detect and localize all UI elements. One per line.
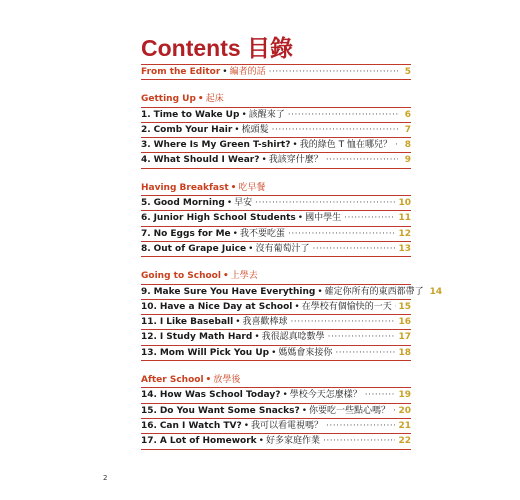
toc-entry[interactable] [141,419,411,433]
toc-entry[interactable] [141,227,411,241]
leader-dots [326,419,395,433]
entry-title-zh: 我很認真唸數學 [261,332,325,343]
toc-entry[interactable] [141,388,411,402]
page-number: 6 [404,109,411,120]
entry-title-en: I Like Baseball [159,317,234,328]
entry-number: 4. [141,155,151,166]
entry-title-en: Make Sure You Have Everything [153,286,316,297]
bullet: • [226,198,233,209]
entry-title-zh: 媽媽會來接你 [278,347,333,358]
page-number: 10 [398,198,411,209]
section-heading [141,269,411,283]
page-number: 7 [404,124,411,135]
section-title-en: Having Breakfast [141,182,229,193]
page-number: 16 [398,317,411,328]
bullet: • [232,228,238,239]
toc-entry[interactable] [141,404,411,418]
leader-dots [288,108,398,122]
entry-title-en: From the Editor [141,67,221,77]
table-of-contents [141,64,443,450]
entry-title-en: Have a Nice Day at School [159,301,293,312]
bullet: • [261,155,267,166]
toc-entry[interactable] [141,315,411,329]
entry-title-zh: 你要吃一些點心嗎？ [309,405,391,416]
bullet: • [317,286,323,297]
entry-number: 1. [141,109,151,120]
section-heading [141,181,411,195]
entry-title-zh: 該醒來了 [248,109,285,120]
page-number: 17 [398,332,411,343]
entry-title-zh: 好多家庭作業 [265,436,320,447]
entry-number: 14. [141,390,157,401]
leader-dots [323,434,396,448]
entry-number: 5. [141,198,151,209]
toc-entry[interactable] [141,153,411,167]
bullet: • [258,436,264,447]
section-title-zh: 上學去 [230,271,258,282]
entry-title-zh: 確定你所有的東西都帶了 [324,286,424,297]
toc-entry[interactable] [141,138,411,152]
toc-entry[interactable] [141,108,411,122]
entry-number: 15. [141,405,157,416]
bullet: • [222,271,229,282]
entry-number: 16. [141,420,157,431]
entry-title-en: Out of Grape Juice [153,243,247,254]
page-number: 12 [398,228,411,239]
section-title-en: After School [141,375,204,386]
entry-title-zh: 沒有葡萄汁了 [255,243,310,254]
leader-dots [328,330,396,344]
bullet: • [197,94,204,105]
section-heading [141,92,411,106]
bullet: • [271,347,277,358]
entry-title-zh: 編者的話 [229,67,266,77]
leader-dots [335,346,395,360]
bullet: • [282,390,288,401]
leader-dots [291,315,396,329]
bullet: • [254,332,260,343]
entry-title-en: Where Is My Green T-shirt? [153,140,291,151]
entry-title-zh: 梳頭髮 [241,124,269,135]
leader-dots [326,153,398,167]
leader-dots [365,388,396,402]
bullet: • [222,67,228,77]
toc-entry[interactable] [141,196,411,210]
leader-dots [395,300,396,314]
leader-dots [393,404,395,418]
entry-title-en: How Was School Today? [159,390,281,401]
entry-title-zh: 我喜歡棒球 [242,317,288,328]
entry-title-zh: 國中學生 [305,213,342,224]
toc-entry[interactable] [141,211,411,225]
section-title-zh: 起床 [205,94,224,105]
entry-title-zh: 我不要吃蛋 [239,228,285,239]
page-number: 14 [429,286,443,297]
sections [141,92,443,449]
entry-number: 2. [141,124,151,135]
entry-number: 11. [141,317,157,328]
entry-number: 13. [141,347,157,358]
page-number: 13 [398,243,411,254]
section-title-zh: 放學後 [213,375,241,386]
entry-number: 17. [141,436,157,447]
page-number: 8 [404,140,411,151]
toc-entry[interactable] [141,330,411,344]
page-title: Contents 目錄 [141,35,294,61]
entry-title-en: I Study Math Hard [159,332,253,343]
bullet: • [243,420,250,431]
entry-title-en: A Lot of Homework [159,436,257,447]
entry-number: 8. [141,243,151,254]
entry-title-zh: 我該穿什麼？ [268,155,323,166]
leader-dots [395,138,398,152]
toc-entry[interactable] [141,434,411,448]
page-number: 20 [398,405,411,416]
entry-title-en: No Eggs for Me [153,228,231,239]
bullet: • [294,301,300,312]
entry-number: 7. [141,228,151,239]
bullet: • [241,109,247,120]
page-number: 11 [398,213,411,224]
entry-title-zh: 學校今天怎麼樣？ [289,390,362,401]
section-title-zh: 吃早餐 [238,182,266,193]
leader-dots [312,242,395,256]
page-number: 5 [404,67,411,77]
toc-entry[interactable] [141,346,411,360]
toc-entry[interactable] [141,285,443,299]
bullet: • [301,405,308,416]
page-number: 18 [398,347,411,358]
leader-dots [272,123,398,137]
entry-number: 3. [141,140,151,151]
section-title-en: Getting Up [141,94,196,105]
leader-dots [255,196,395,210]
entry-number: 9. [141,286,151,297]
page-number: 9 [404,155,411,166]
section-title-en: Going to School [141,271,221,282]
bullet: • [235,317,241,328]
entry-title-en: Junior High School Students [153,213,296,224]
divider [141,449,411,450]
entry-title-en: Time to Wake Up [153,109,240,120]
entry-title-en: Good Morning [153,198,225,209]
bullet: • [230,182,237,193]
toc-entry[interactable] [141,123,411,137]
toc-entry[interactable] [141,300,411,314]
entry-number: 10. [141,301,157,312]
entry-number: 12. [141,332,157,343]
page-number: 15 [398,301,411,312]
leader-dots [269,65,398,79]
bullet: • [297,213,304,224]
footer-page-number: 2 [103,474,108,482]
entry-title-zh: 我可以看電視嗎？ [251,420,324,431]
bullet: • [248,243,254,254]
page-number: 19 [398,390,411,401]
entry-title-en: What Should I Wear? [153,155,260,166]
bullet: • [234,124,240,135]
page-number: 21 [398,420,411,431]
entry-title-en: Can I Watch TV? [159,420,242,431]
toc-entry-editor[interactable] [141,65,411,79]
bullet: • [205,375,212,386]
entry-title-en: Do You Want Some Snacks? [159,405,300,416]
entry-number: 6. [141,213,151,224]
section-heading [141,373,411,387]
page-number: 22 [398,436,411,447]
entry-title-en: Mom Will Pick You Up [159,347,270,358]
bullet: • [292,140,298,151]
entry-title-zh: 我的綠色 T 恤在哪兒？ [299,140,392,151]
leader-dots [288,227,395,241]
toc-entry[interactable] [141,242,411,256]
entry-title-zh: 早安 [234,198,253,209]
leader-dots [344,211,395,225]
entry-title-en: Comb Your Hair [153,124,233,135]
entry-title-zh: 在學校有個愉快的一天 [301,301,392,312]
